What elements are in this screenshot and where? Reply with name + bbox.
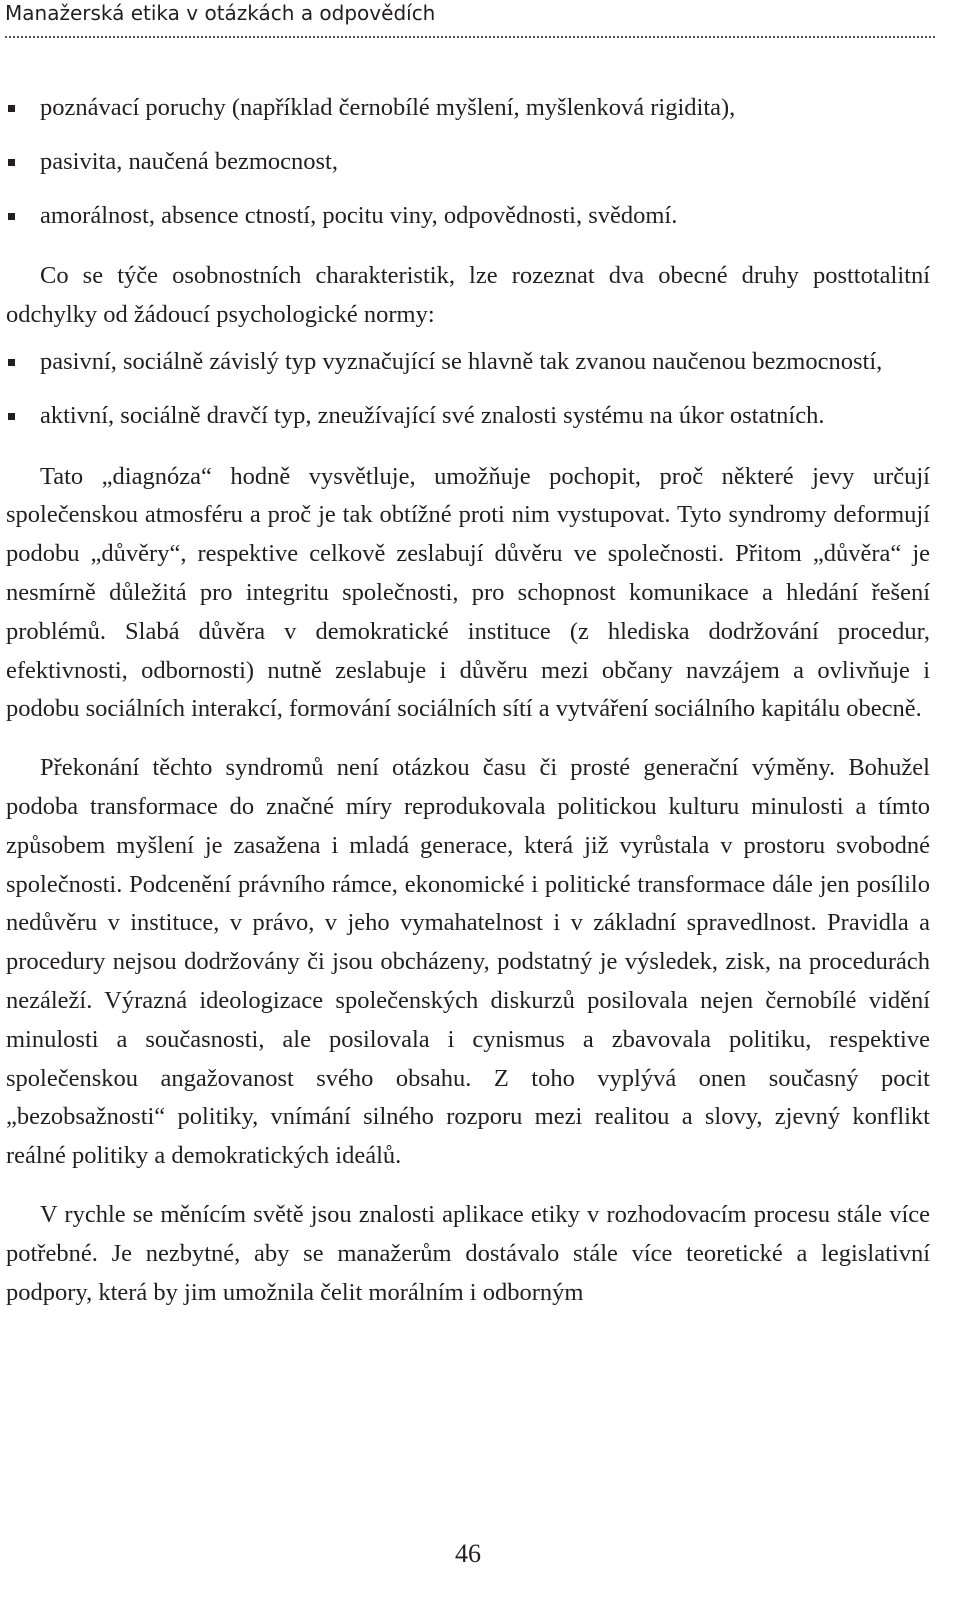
square-bullet-icon [8,105,15,112]
header-dotted-rule [5,36,935,38]
list-item [6,397,930,436]
list-item-text: pasivní, sociálně závislý typ vyznačující se hlavně tak zvanou naučenou bezmocností, [40,347,883,375]
square-bullet-icon [8,413,15,420]
list-item-text: poznávací poruchy (například černobílé myšlení, myšlenková rigidita), [40,94,736,121]
paragraph: Co se týče osobnostních charakteristik, lze rozeznat dva obecné druhy posttotalitní odchylky od žádoucí psychologické normy: [6,262,930,329]
list-item-text: pasivita, naučená bezmocnost, [40,147,338,175]
running-title: Manažerská etika v otázkách a odpovědích [5,1,436,25]
bullet-list-personality-types [6,343,930,436]
list-item [6,197,930,236]
page-number: 46 [455,1539,481,1568]
paragraph: V rychle se měnícím světě jsou znalosti aplikace etiky v rozhodovacím procesu stále více potřebné. Je nezbytné, aby se manažerům dostávalo stále více teoretické a legislativní podpory, která by jim umožnila čelit morálním i odborným [6,1200,930,1306]
list-item [6,89,930,128]
square-bullet-icon [8,213,15,220]
bullet-list-disorders [6,89,930,235]
list-item-text: amorálnost, absence ctností, pocitu viny, odpovědnosti, svědomí. [40,201,678,229]
list-item [6,343,930,382]
list-item-text: aktivní, sociálně dravčí typ, zneužívající své znalosti systému na úkor ostatních. [40,401,825,429]
paragraph: Překonání těchto syndromů není otázkou času či prosté generační výměny. Bohužel podoba transformace do značné míry reprodukovala politickou kulturu minulosti a tímto způsobem myšlení je zasažena i mladá generace, která již vyrůstala v prostoru svobodné společnosti. Podcenění právního rámce, ekonomické i politické transformace dále jen posílilo nedůvěru v instituce, v právo, v jeho vymahatelnost i v základní spravedlnost. Pravidla a procedury nejsou dodržovány či jsou obcházeny, podstatný je výsledek, zisk, na procedurách nezáleží. Výrazná ideologizace společenských diskurzů posilovala nejen černobílé vidění minulosti a současnosti, ale posilovala i cynismus a zbavovala politiku, respektive společenskou angažovanost svého obsahu. Z toho vyplývá onen současný pocit „bezobsažnosti“ politiky, vnímání silného rozporu mezi realitou a slovy, zjevný konflikt reálné politiky a demokratických ideálů. [6,754,930,1170]
square-bullet-icon [8,159,15,166]
paragraph: Tato „diagnóza“ hodně vysvětluje, umožňuje pochopit, proč některé jevy určují společenskou atmosféru a proč je tak obtížné proti nim vystupovat. Tyto syndromy deformují podobu „důvěry“, respektive celkově zeslabují důvěru ve společnosti. Přitom „důvěra“ je nesmírně důležitá pro integritu společnosti, pro schopnost komunikace a hledání řešení problémů. Slabá důvěra v demokratické instituce (z hlediska dodržování procedur, efektivnosti, odbornosti) nutně zeslabuje i důvěru mezi občany navzájem a ovlivňuje i podobu sociálních interakcí, formování sociálních sítí a vytváření sociálního kapitálu obecně. [6,462,930,723]
page-body [6,89,930,1312]
list-item [6,143,930,182]
square-bullet-icon [8,359,15,366]
